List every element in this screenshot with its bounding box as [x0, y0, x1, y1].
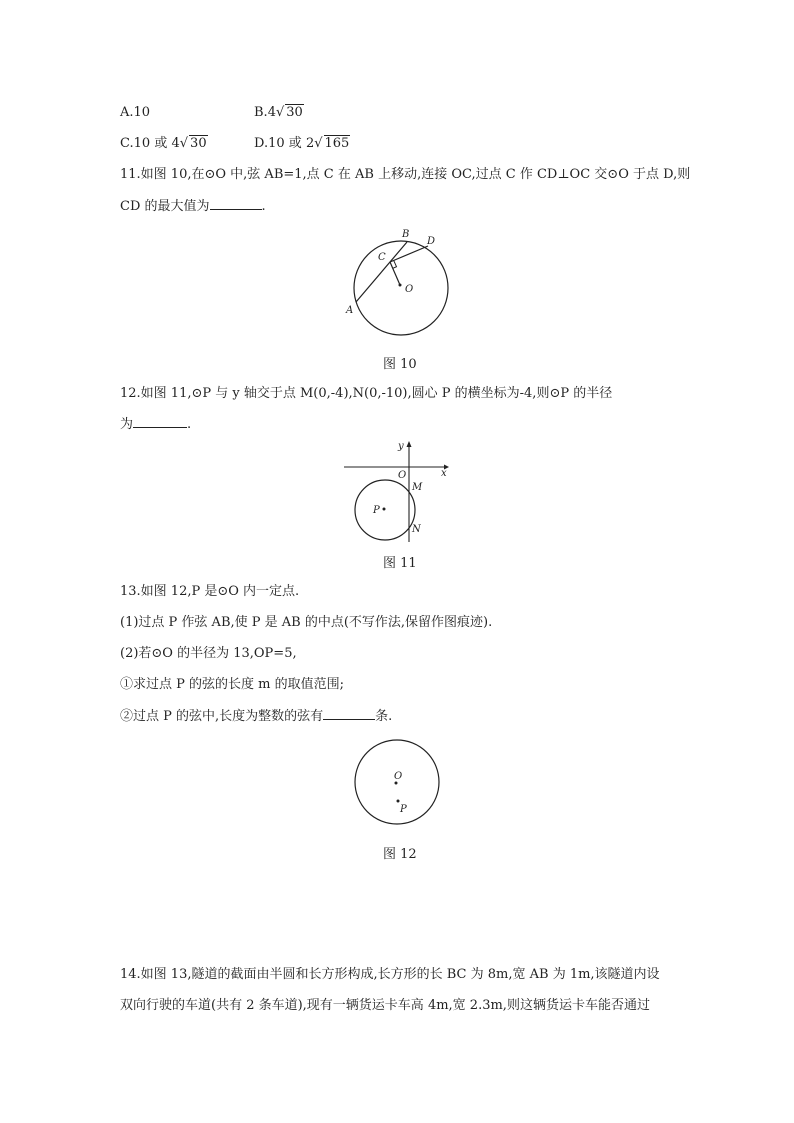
q11-line-2-end: .: [261, 199, 266, 214]
label-m: M: [412, 482, 423, 493]
q11-line-2: [120, 197, 266, 216]
label-o: O: [398, 470, 407, 481]
label-x: x: [441, 468, 447, 479]
q13-line-5-end: 条.: [375, 709, 393, 724]
option-a-label: A.: [120, 105, 134, 120]
option-d: [254, 135, 350, 153]
answer-blank: [133, 415, 187, 428]
option-a: [120, 104, 150, 122]
figure-10: [338, 228, 458, 342]
label-b: B: [402, 229, 410, 240]
option-c-label: C.: [120, 136, 134, 151]
label-d: D: [427, 236, 436, 247]
option-d-label: D.: [254, 136, 269, 151]
q11-line-2-text: CD 的最大值为: [120, 199, 210, 214]
option-b-radicand: 30: [286, 105, 303, 120]
option-c-coef: 4: [171, 136, 180, 151]
sqrt-sign: √: [275, 105, 285, 120]
label-c: C: [378, 252, 386, 263]
label-p: P: [400, 804, 407, 815]
label-o: O: [405, 284, 414, 295]
q13-line-5: [120, 707, 392, 726]
option-b-coef: 4: [267, 105, 276, 120]
q14-line-2: 双向行驶的车道(共有 2 条车道),现有一辆货运卡车高 4m,宽 2.3m,则这辆货运卡车能否通过: [120, 998, 650, 1013]
q12-line-1: 12.如图 11,⊙P 与 y 轴交于点 M(0,-4),N(0,-10),圆心 P 的横坐标为-4,则⊙P 的半径: [120, 386, 613, 401]
sqrt-sign: √: [314, 136, 323, 151]
option-c: [120, 135, 208, 153]
q12-line-2: [120, 415, 191, 434]
option-c-or: 或: [154, 136, 168, 151]
q13-line-3: (2)若⊙O 的半径为 13,OP=5,: [120, 646, 297, 661]
option-c-radicand: 30: [190, 136, 207, 151]
point-p-dot: [383, 508, 386, 511]
q12-line-2-text: 为: [120, 417, 134, 432]
figure-11: [340, 438, 452, 546]
y-axis-arrow-icon: [407, 441, 412, 447]
option-d-value: 10: [268, 136, 285, 151]
option-d-or: 或: [288, 136, 302, 151]
option-a-value: 10: [133, 105, 151, 120]
segment-cd: [390, 246, 428, 262]
figure-11-caption: 图 11: [383, 556, 417, 571]
option-d-coef: 2: [305, 136, 315, 151]
q13-line-5-text: ②过点 P 的弦中,长度为整数的弦有: [120, 709, 324, 724]
q11-line-1: 11.如图 10,在⊙O 中,弦 AB=1,点 C 在 AB 上移动,连接 OC,过点 C 作 CD⊥OC 交⊙O 于点 D,则: [120, 167, 691, 182]
q13-line-1: 13.如图 12,P 是⊙O 内一定点.: [120, 584, 300, 599]
sqrt-sign: √: [179, 136, 189, 151]
center-dot: [399, 284, 402, 287]
label-a: A: [346, 305, 354, 316]
point-p-dot: [397, 800, 400, 803]
label-p: P: [373, 505, 380, 516]
q13-line-2: (1)过点 P 作弦 AB,使 P 是 AB 的中点(不写作法,保留作图痕迹).: [120, 615, 493, 630]
right-angle-mark: [393, 260, 397, 268]
answer-blank: [210, 197, 262, 210]
option-b-label: B.: [254, 105, 268, 120]
segment-oc: [390, 262, 400, 285]
figure-12: [350, 737, 444, 831]
q13-line-4: ①求过点 P 的弦的长度 m 的取值范围;: [120, 677, 344, 692]
label-n: N: [412, 524, 421, 535]
figure-12-caption: 图 12: [383, 847, 417, 862]
q14-line-1: 14.如图 13,隧道的截面由半圆和长方形构成,长方形的长 BC 为 8m,宽 AB 为 1m,该隧道内设: [120, 967, 660, 982]
option-b: [254, 104, 304, 122]
label-o: O: [394, 771, 403, 782]
option-d-radicand: 165: [324, 136, 350, 151]
figure-10-caption: 图 10: [383, 357, 417, 372]
label-y: y: [398, 441, 404, 452]
answer-blank: [323, 707, 375, 720]
chord-ab: [356, 242, 407, 302]
option-c-value: 10: [133, 136, 151, 151]
q12-line-2-end: .: [187, 417, 192, 432]
